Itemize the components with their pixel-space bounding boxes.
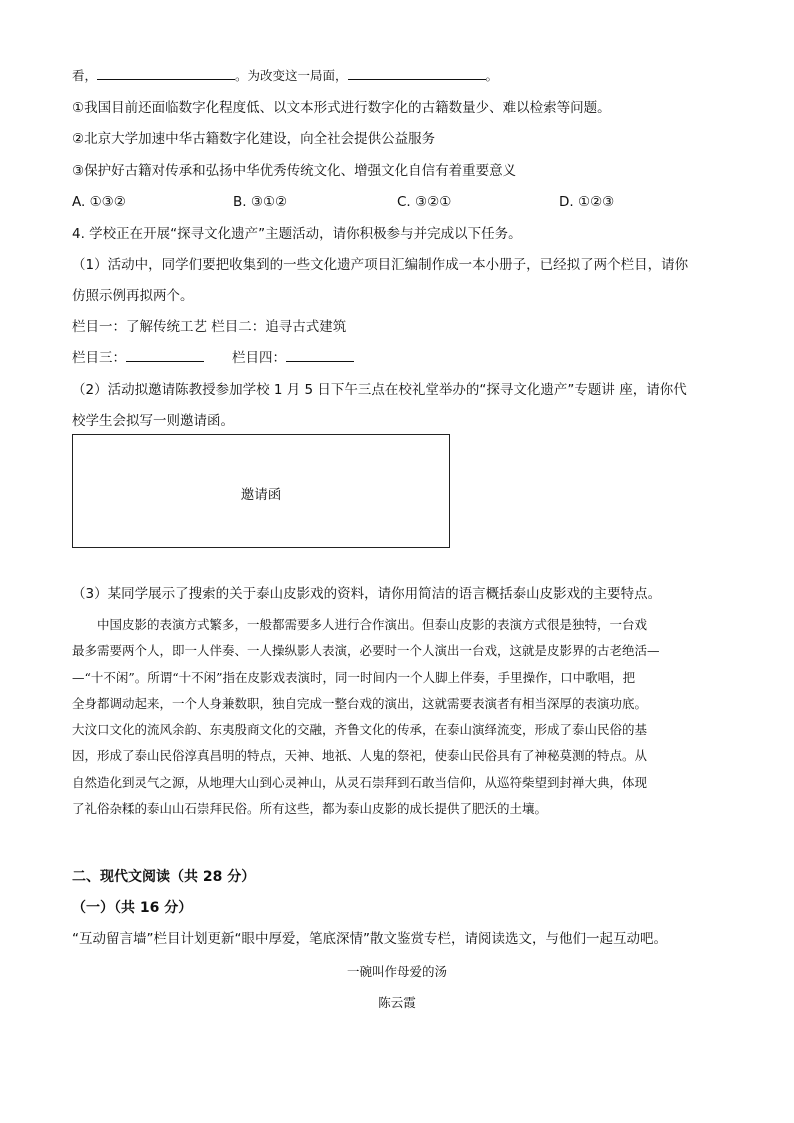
part2-intro: “互动留言墙”栏目计划更新“眼中厚爱，笔底深情”散文鉴赏专栏，请阅读选文，与他们一起互动吧。 xyxy=(72,931,667,947)
q4-part2-line2: 校学生会拟写一则邀请函。 xyxy=(72,413,234,429)
passage-line: 最多需要两个人，即一人伴奏、一人操纵影人表演，必要时一个人演出一台戏，这就是皮影界的古老绝活— xyxy=(72,643,660,659)
q3-fill-suffix: 。 xyxy=(485,68,499,83)
passage-line: 全身都调动起来，一个人身兼数职，独自完成一整台戏的演出，这就需要表演者有相当深厚的表演功底。 xyxy=(72,695,648,711)
option-c[interactable]: C. ③②① xyxy=(397,194,452,210)
subsection-heading: （一）（共 16 分） xyxy=(72,900,193,916)
column4-label: 栏目四： xyxy=(232,350,286,366)
invitation-answer-box[interactable] xyxy=(72,434,450,548)
q3-item-2: ②北京大学加速中华古籍数字化建设，向全社会提供公益服务 xyxy=(72,131,436,147)
passage-line: 大汶口文化的流风余韵、东夷殷商文化的交融，齐鲁文化的传承，在泰山演绎流变，形成了泰山民俗的基 xyxy=(72,722,648,738)
q3-item-3: ③保护好古籍对传承和弘扬中华优秀传统文化、增强文化自信有着重要意义 xyxy=(72,163,517,179)
q3-fill-prefix: 看， xyxy=(72,68,98,83)
column3-label: 栏目三： xyxy=(72,350,126,366)
passage-line: 因，形成了泰山民俗淳真昌明的特点，天神、地祇、人鬼的祭祀，使泰山民俗具有了神秘莫测的特点。从 xyxy=(72,748,648,764)
essay-title: 一碗叫作母爱的汤 xyxy=(346,964,447,979)
essay-author: 陈云霞 xyxy=(378,995,416,1010)
q4-column-blanks xyxy=(72,349,354,367)
answer-blank-1[interactable] xyxy=(97,67,235,80)
passage-line: 中国皮影的表演方式繁多，一般都需要多人进行合作演出。但泰山皮影的表演方式很是独特，一台戏 xyxy=(72,617,648,632)
q4-part2-line1: （2）活动拟邀请陈教授参加学校 1 月 5 日下午三点在校礼堂举办的“探寻文化遗产”专题讲 座，请你代 xyxy=(72,382,687,398)
option-d[interactable]: D. ①②③ xyxy=(559,194,615,210)
q4-part1-line1: （1）活动中，同学们要把收集到的一些文化遗产项目汇编制作成一本小册子，已经拟了两个栏目，请你 xyxy=(72,257,689,273)
q3-item-1: ①我国目前还面临数字化程度低、以文本形式进行数字化的古籍数量少、难以检索等问题。 xyxy=(72,100,611,116)
column3-blank[interactable] xyxy=(126,349,204,362)
q3-fill-line xyxy=(72,67,498,85)
shadow-play-passage xyxy=(72,612,724,822)
passage-line: 了礼俗杂糅的泰山山石崇拜民俗。所有这些，都为泰山皮影的成长提供了肥沃的土壤。 xyxy=(72,801,548,817)
invitation-box-label: 邀请函 xyxy=(240,487,282,503)
q4-part1-line2: 仿照示例再拟两个。 xyxy=(72,288,194,304)
q4-stem: 4. 学校正在开展“探寻文化遗产”主题活动，请你积极参与并完成以下任务。 xyxy=(72,226,522,242)
passage-line: 自然造化到灵气之源，从地理大山到心灵神山，从灵石崇拜到石敢当信仰，从巡符柴望到封禅大典，体现 xyxy=(72,774,648,790)
section-heading: 二、现代文阅读（共 28 分） xyxy=(72,869,256,885)
passage-line: —“十不闲”。所谓“十不闲”指在皮影戏表演时，同一时间内一个人脚上伴奏，手里操作，口中歌唱，把 xyxy=(72,669,636,685)
option-a[interactable]: A. ①③② xyxy=(72,194,126,210)
q3-fill-middle: 。为改变这一局面， xyxy=(235,68,348,83)
column4-blank[interactable] xyxy=(286,349,354,362)
answer-blank-2[interactable] xyxy=(348,67,486,80)
q4-column-examples: 栏目一：了解传统工艺 栏目二：追寻古式建筑 xyxy=(72,319,347,335)
option-b[interactable]: B. ③①② xyxy=(233,194,288,210)
q4-part3-line: （3）某同学展示了搜索的关于泰山皮影戏的资料，请你用简洁的语言概括泰山皮影戏的主要特点。 xyxy=(72,586,662,602)
